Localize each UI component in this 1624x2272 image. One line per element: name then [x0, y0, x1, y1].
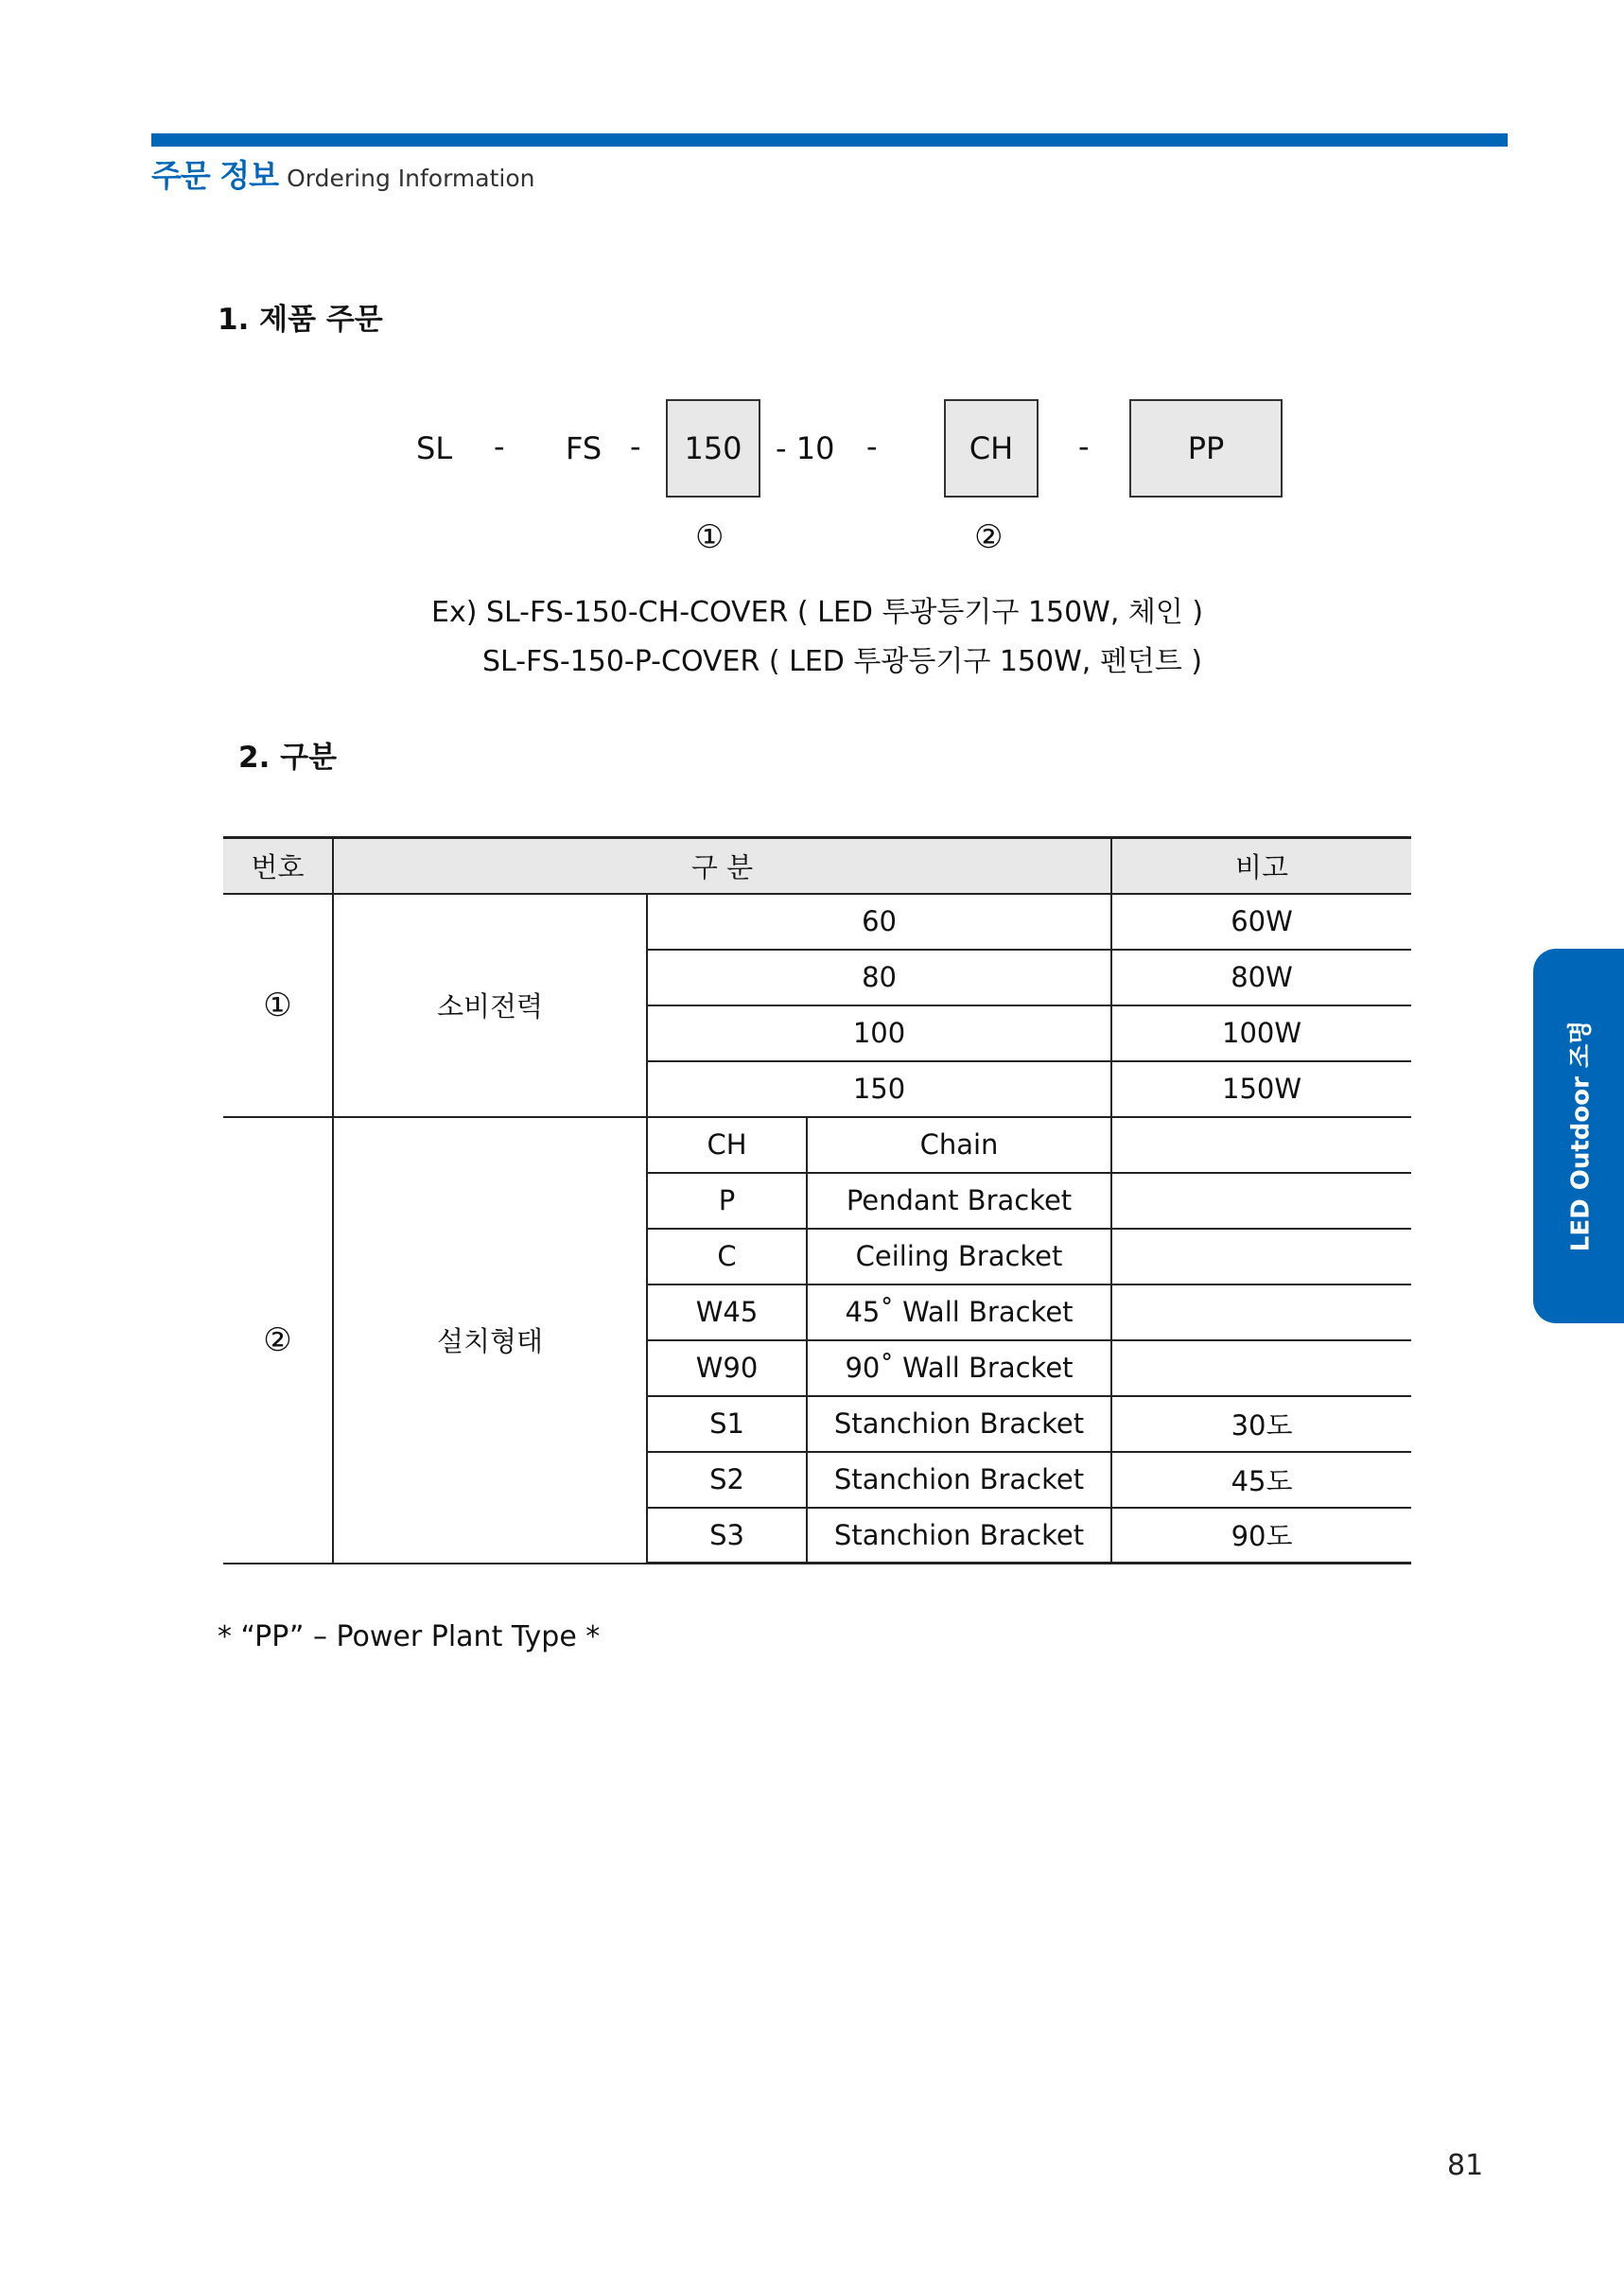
page-number: 81 — [1447, 2149, 1484, 2182]
example-line: Ex) SL-FS-150-CH-COVER ( LED 투광등기구 150W, 체인 ) — [431, 596, 1204, 629]
table-row — [223, 1117, 1411, 1173]
code-separator: - — [630, 428, 641, 464]
table-header-row — [223, 838, 1411, 894]
mount-name: 90˚ Wall Bracket — [807, 1340, 1111, 1396]
code-part-sl: SL — [416, 430, 453, 466]
mount-remark: 45도 — [1111, 1452, 1411, 1508]
power-value: 150 — [647, 1061, 1111, 1117]
mount-code: W90 — [647, 1340, 807, 1396]
mount-name: Stanchion Bracket — [807, 1508, 1111, 1564]
col-header-no: 번호 — [223, 838, 333, 894]
mount-remark — [1111, 1340, 1411, 1396]
section-title-category: 2. 구분 — [238, 741, 338, 775]
header-title-ko: 주문 정보 — [151, 157, 279, 194]
code-part-10: - 10 — [776, 430, 835, 466]
table-row — [223, 894, 1411, 950]
code-separator: - — [1078, 428, 1090, 464]
mount-code: S2 — [647, 1452, 807, 1508]
code-box-mount: CH — [944, 399, 1039, 498]
power-value: 100 — [647, 1005, 1111, 1061]
power-value: 60 — [647, 894, 1111, 950]
group-label: 소비전력 — [333, 894, 647, 1117]
mount-remark — [1111, 1117, 1411, 1173]
code-marker-1: ① — [695, 518, 725, 556]
header-accent-bar — [151, 133, 1508, 147]
code-box-wattage: 150 — [666, 399, 760, 498]
mount-code: C — [647, 1229, 807, 1285]
mount-name: Chain — [807, 1117, 1111, 1173]
mount-code: S1 — [647, 1396, 807, 1452]
mount-code: S3 — [647, 1508, 807, 1564]
mount-code: CH — [647, 1117, 807, 1173]
power-remark: 80W — [1111, 950, 1411, 1005]
col-header-category: 구 분 — [333, 838, 1111, 894]
mount-name: Pendant Bracket — [807, 1173, 1111, 1229]
group-number: ② — [223, 1117, 333, 1564]
mount-name: Stanchion Bracket — [807, 1396, 1111, 1452]
side-tab — [1533, 949, 1624, 1323]
page-header — [151, 151, 534, 196]
mount-code: W45 — [647, 1285, 807, 1340]
power-remark: 60W — [1111, 894, 1411, 950]
code-part-fs: FS — [566, 430, 602, 466]
header-title-en: Ordering Information — [287, 165, 535, 192]
mount-name: Ceiling Bracket — [807, 1229, 1111, 1285]
mount-remark — [1111, 1285, 1411, 1340]
power-remark: 100W — [1111, 1005, 1411, 1061]
mount-remark: 30도 — [1111, 1396, 1411, 1452]
mount-name: Stanchion Bracket — [807, 1452, 1111, 1508]
mount-remark — [1111, 1229, 1411, 1285]
example-line: SL-FS-150-P-COVER ( LED 투광등기구 150W, 펜던트 ) — [482, 645, 1203, 678]
code-box-type: PP — [1129, 399, 1283, 498]
section-title-product-order: 1. 제품 주문 — [218, 303, 383, 337]
col-header-remark: 비고 — [1111, 838, 1411, 894]
category-table — [223, 836, 1411, 1564]
mount-remark: 90도 — [1111, 1508, 1411, 1564]
footnote: * “PP” – Power Plant Type * — [218, 1620, 601, 1653]
power-remark: 150W — [1111, 1061, 1411, 1117]
mount-name: 45˚ Wall Bracket — [807, 1285, 1111, 1340]
side-tab-label: LED Outdoor 조명 — [1566, 1020, 1596, 1252]
mount-remark — [1111, 1173, 1411, 1229]
code-marker-2: ② — [974, 518, 1004, 556]
power-value: 80 — [647, 950, 1111, 1005]
mount-code: P — [647, 1173, 807, 1229]
code-separator: - — [494, 428, 505, 464]
group-number: ① — [223, 894, 333, 1117]
group-label: 설치형태 — [333, 1117, 647, 1564]
code-separator: - — [866, 428, 878, 464]
